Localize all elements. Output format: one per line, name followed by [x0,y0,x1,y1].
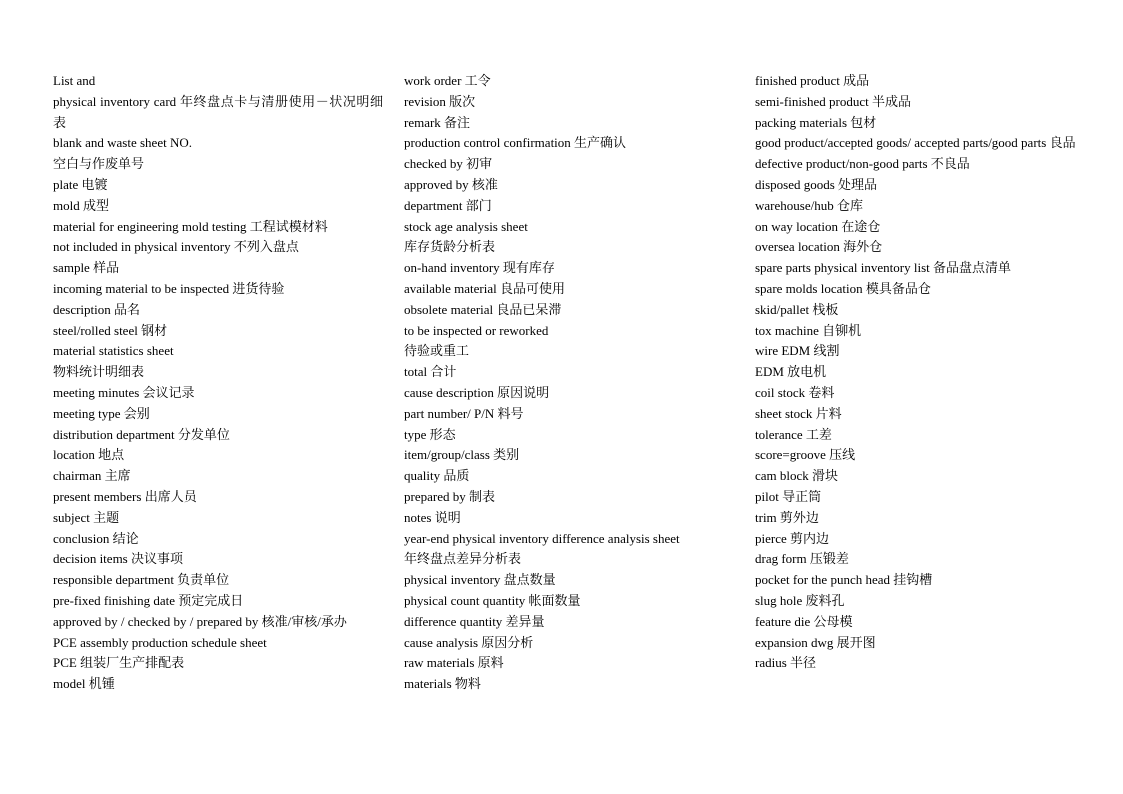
glossary-entry: responsible department 负责单位 [53,572,230,588]
glossary-entry: type 形态 [404,426,456,442]
glossary-entry: quality 品质 [404,468,470,484]
glossary-entry: material for engineering mold testing 工程试模材料 [53,218,328,234]
glossary-entry: pocket for the punch head 挂钩槽 [755,572,933,588]
glossary-entry: difference quantity 差异量 [404,613,545,629]
glossary-entry: finished product 成品 [755,73,870,88]
glossary-entry: available material 良品可使用 [404,280,566,296]
glossary-entry: on way location 在途仓 [755,218,881,234]
glossary-entry: warehouse/hub 仓库 [755,197,863,213]
glossary-entry: drag form 压锻差 [755,551,849,567]
glossary-entry: plate 电镀 [53,176,108,192]
glossary-entry: physical inventory 盘点数量 [404,572,556,588]
glossary-entry: steel/rolled steel 钢材 [53,322,168,338]
glossary-column-1 [53,71,383,695]
glossary-entry: on-hand inventory 现有库存 [404,260,555,276]
glossary-entry: present members 出席人员 [53,488,197,504]
glossary-entry: conclusion 结论 [53,530,139,546]
glossary-entry: 物料统计明细表 [53,364,145,380]
glossary-entry: approved by / checked by / prepared by 核准/审核/承办 [53,613,347,629]
glossary-entry: tox machine 自铆机 [755,322,862,338]
glossary-entry: trim 剪外边 [755,509,819,525]
glossary-entry: defective product/non-good parts 不良品 [755,156,970,172]
glossary-entry: PCE assembly production schedule sheet [53,634,267,650]
glossary-entry: coil stock 卷料 [755,384,835,400]
glossary-entry: pre-fixed finishing date 预定完成日 [53,592,244,608]
glossary-entry: department 部门 [404,197,492,213]
glossary-entry: cause analysis 原因分析 [404,634,534,650]
glossary-entry: 待验或重工 [404,343,470,359]
glossary-entry: material statistics sheet [53,343,174,359]
glossary-entry: cause description 原因说明 [404,384,550,400]
glossary-entry: radius 半径 [755,655,817,671]
glossary-entry: stock age analysis sheet [404,218,528,234]
glossary-entry: mold 成型 [53,197,109,213]
glossary-entry: pierce 剪内边 [755,530,830,546]
glossary-entry: 空白与作废单号 [53,156,145,172]
glossary-entry: spare parts physical inventory list 备品盘点清单 [755,260,1011,276]
glossary-entry: subject 主题 [53,509,120,525]
glossary-entry: chairman 主席 [53,468,131,484]
glossary-entry: wire EDM 线割 [755,343,840,359]
glossary-entry: cam block 滑块 [755,468,839,484]
glossary-entry: not included in physical inventory 不列入盘点 [53,239,299,255]
glossary-entry: materials 物料 [404,676,481,692]
glossary-entry: slug hole 废料孔 [755,592,845,608]
glossary-entry: raw materials 原料 [404,655,504,671]
glossary-entry: decision items 决议事项 [53,551,183,567]
glossary-entry: item/group/class 类别 [404,447,520,463]
glossary-entry: approved by 核准 [404,176,498,192]
glossary-entry: obsolete material 良品已呆滞 [404,301,562,317]
glossary-entry: total 合计 [404,364,457,380]
glossary-entry: meeting minutes 会议记录 [53,384,195,400]
glossary-entry: 年终盘点差异分析表 [404,551,522,567]
glossary-entry: prepared by 制表 [404,488,495,504]
glossary-entry: feature die 公母模 [755,613,853,629]
glossary-entry: packing materials 包材 [755,114,877,130]
glossary-entry: revision 版次 [404,93,476,109]
glossary-entry: physical inventory card 年终盘点卡与清册使用－状况明细表 [53,93,383,130]
glossary-entry: spare molds location 模具备品仓 [755,280,931,296]
glossary-entry: meeting type 会别 [53,405,150,421]
glossary-entry: incoming material to be inspected 进货待验 [53,280,285,296]
glossary-entry: List and [53,73,96,88]
glossary-entry: work order 工令 [404,73,491,88]
glossary-column-3 [755,71,1085,674]
glossary-entry: production control confirmation 生产确认 [404,135,627,151]
glossary-entry: pilot 导正筒 [755,488,822,504]
glossary-entry: notes 说明 [404,509,461,525]
glossary-entry: location 地点 [53,447,125,463]
glossary-entry: checked by 初审 [404,156,493,172]
glossary-entry: physical count quantity 帐面数量 [404,592,581,608]
glossary-column-2 [404,71,734,695]
glossary-entry: disposed goods 处理品 [755,176,878,192]
glossary-entry: EDM 放电机 [755,364,827,380]
glossary-entry: sample 样品 [53,260,120,276]
glossary-entry: score=groove 压线 [755,447,856,463]
glossary-entry: PCE 组装厂生产排配表 [53,655,185,671]
glossary-entry: sheet stock 片料 [755,405,842,421]
glossary-entry: good product/accepted goods/ accepted parts/good parts 良品 [755,135,1076,151]
glossary-entry: blank and waste sheet NO. [53,135,192,151]
glossary-entry: tolerance 工差 [755,426,832,442]
glossary-entry: description 品名 [53,301,141,317]
glossary-entry: part number/ P/N 料号 [404,405,524,421]
glossary-entry: semi-finished product 半成品 [755,93,911,109]
glossary-entry: year-end physical inventory difference analysis sheet [404,530,680,546]
glossary-entry: 库存货龄分析表 [404,239,496,255]
glossary-entry: oversea location 海外仓 [755,239,883,255]
glossary-entry: to be inspected or reworked [404,322,549,338]
glossary-entry: expansion dwg 展开图 [755,634,876,650]
glossary-entry: remark 备注 [404,114,471,130]
glossary-entry: distribution department 分发单位 [53,426,230,442]
glossary-entry: skid/pallet 栈板 [755,301,839,317]
glossary-entry: model 机锺 [53,676,115,692]
